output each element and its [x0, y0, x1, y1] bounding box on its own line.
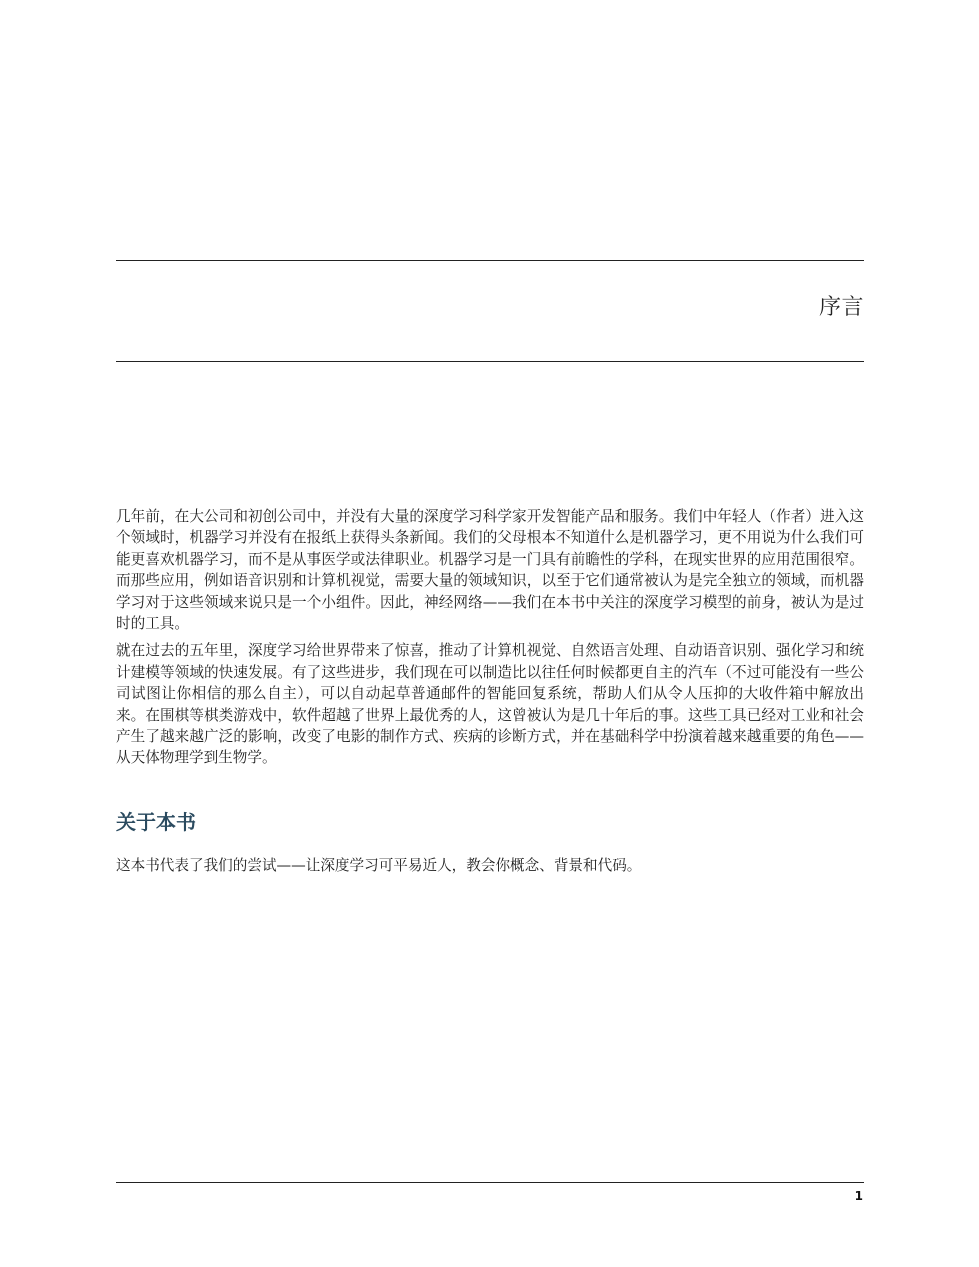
main-content — [116, 506, 864, 882]
chapter-title: 序言 — [818, 295, 864, 320]
header-rule-bottom — [116, 361, 864, 362]
body-paragraph-1: 几年前，在大公司和初创公司中，并没有大量的深度学习科学家开发智能产品和服务。我们中年轻人（作者）进入这个领域时，机器学习并没有在报纸上获得头条新闻。我们的父母根本不知道什么是机器学习，更不用说为什么我们可能更喜欢机器学习，而不是从事医学或法律职业。机器学习是一门具有前瞻性的学科，在现实世界的应用范围很窄。而那些应用，例如语音识别和计算机视觉，需要大量的领域知识，以至于它们通常被认为是完全独立的领域，而机器学习对于这些领域来说只是一个小组件。因此，神经网络——我们在本书中关注的深度学习模型的前身，被认为是过时的工具。 — [116, 508, 864, 633]
body-paragraph-2: 就在过去的五年里，深度学习给世界带来了惊喜，推动了计算机视觉、自然语言处理、自动语音识别、强化学习和统计建模等领域的快速发展。有了这些进步，我们现在可以制造比以往任何时候都更自主的汽车（不过可能没有一些公司试图让你相信的那么自主），可以自动起草普通邮件的智能回复系统，帮助人们从令人压抑的大收件箱中解放出来。在围棋等棋类游戏中，软件超越了世界上最优秀的人，这曾被认为是几十年后的事。这些工具已经对工业和社会产生了越来越广泛的影响，改变了电影的制作方式、疾病的诊断方式，并在基础科学中扮演着越来越重要的角色——从天体物理学到生物学。 — [116, 642, 864, 767]
section-paragraph: 这本书代表了我们的尝试——让深度学习可平易近人，教会你概念、背景和代码。 — [116, 856, 642, 874]
section-heading-about-book: 关于本书 — [116, 809, 196, 834]
footer-rule — [116, 1182, 864, 1183]
header-rule-top — [116, 260, 864, 261]
page-number: 1 — [854, 1189, 863, 1203]
